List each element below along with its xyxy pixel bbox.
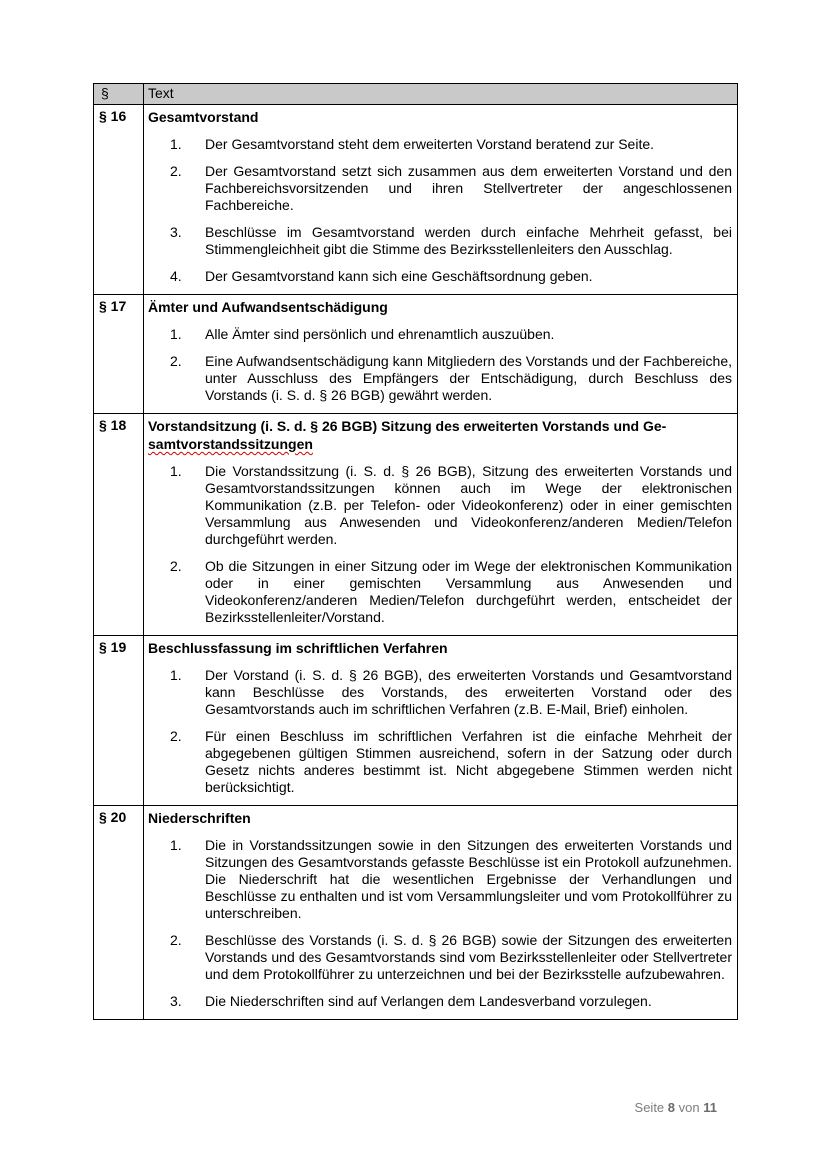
paragraph-number: § 18 (94, 414, 144, 636)
table-row-section-18 (94, 414, 738, 636)
list-item (148, 463, 732, 548)
paragraph-content (144, 105, 738, 295)
paragraph-content (144, 414, 738, 636)
list-item (148, 268, 732, 285)
list-item-text: Der Gesamtvorstand kann sich eine Geschäftsordnung geben. (205, 268, 593, 284)
section-title-line1: Vorstandsitzung (i. S. d. § 26 BGB) Sitzung des erweiterten Vorstands und Ge- (148, 418, 667, 434)
list-item-number: 3. (170, 993, 182, 1009)
list-item (148, 558, 732, 626)
paragraph-number: § 16 (94, 105, 144, 295)
list-item-text: Für einen Beschluss im schriftlichen Verfahren ist die einfache Mehrheit der abgegebenen gültigen Stimmen ausreichend, sofern in der Satzung oder durch Gesetz nichts anderes bestimmt ist. Nicht abgegebene Stimmen werden nicht berücksichtigt. (205, 728, 732, 795)
list-item-text: Alle Ämter sind persönlich und ehrenamtlich auszuüben. (205, 326, 555, 342)
footer-page-number: 8 (667, 1100, 676, 1115)
list-item (148, 932, 732, 983)
list-item-number: 1. (170, 667, 182, 683)
table-row-section-20 (94, 806, 738, 1020)
list-item-text: Die in Vorstandssitzungen sowie in den Sitzungen des erweiterten Vorstands und Sitzungen des Gesamtvorstands gefasste Beschlüsse ist ein Protokoll aufzunehmen. Die Niederschrift hat die wesentlichen Ergebnisse der Verhandlungen und Beschlüsse zu enthalten und ist vom Versammlungsleiter und vom Protokollführer zu unterschreiben. (205, 837, 732, 921)
list-item-number: 2. (170, 558, 182, 574)
section-title: Ämter und Aufwandsentschädigung (148, 299, 388, 315)
list-item-text: Der Gesamtvorstand steht dem erweiterten Vorstand beratend zur Seite. (205, 136, 655, 152)
statute-table (93, 83, 738, 1020)
list-item (148, 667, 732, 718)
list-item-text: Die Vorstandssitzung (i. S. d. § 26 BGB), Sitzung des erweiterten Vorstands und Gesamtvorstandssitzungen können auch im Wege der elektronischen Kommunikation (z.B. per Telefon- oder Videokonferenz) oder in einer gemischten Versammlung aus Anwesenden und Videokonferenz/anderen Medien/Telefon durchgeführt werden. (205, 463, 732, 547)
table-row-section-17 (94, 295, 738, 414)
list-item (148, 326, 732, 343)
section-title-line2-spellcheck: samtvorstandssitzungen (148, 436, 313, 452)
footer-total-pages: 11 (703, 1100, 717, 1115)
list-item (148, 224, 732, 258)
list-item-number: 1. (170, 837, 182, 853)
paragraph-number: § 17 (94, 295, 144, 414)
list-item-text: Ob die Sitzungen in einer Sitzung oder im Wege der elektronischen Kommunikation oder in einer gemischten Versammlung aus Anwesenden und Videokonferenz/anderen Medien/Telefon durchgeführt werden, entscheidet der Bezirksstellenleiter/Vorstand. (205, 558, 732, 625)
list-item-number: 1. (170, 463, 182, 479)
paragraph-content (144, 806, 738, 1020)
list-item (148, 163, 732, 214)
list-item (148, 353, 732, 404)
list-item (148, 136, 732, 153)
table-header-row (94, 84, 738, 105)
paragraph-number: § 20 (94, 806, 144, 1020)
table-row-section-19 (94, 636, 738, 806)
column-header-paragraph: § (94, 84, 144, 105)
list-item-number: 2. (170, 163, 182, 179)
column-header-text: Text (144, 84, 738, 105)
section-title: Niederschriften (148, 810, 251, 826)
list-item-text: Beschlüsse des Vorstands (i. S. d. § 26 BGB) sowie der Sitzungen des erweiterten Vorstands und des Gesamtvorstands sind vom Bezirksstellenleiter oder Stellvertreter und dem Protokollführer zu unterzeichnen und bei der Bezirksstelle aufzubewahren. (205, 932, 732, 982)
list-item-number: 1. (170, 136, 182, 152)
list-item (148, 993, 732, 1010)
list-item-number: 4. (170, 268, 182, 284)
list-item-text: Die Niederschriften sind auf Verlangen dem Landesverband vorzulegen. (205, 993, 652, 1009)
section-title (148, 417, 732, 453)
list-item-text: Der Gesamtvorstand setzt sich zusammen aus dem erweiterten Vorstand und den Fachbereichsvorsitzenden und ihren Stellvertreter der angeschlossenen Fachbereiche. (205, 163, 732, 213)
list-item-text: Der Vorstand (i. S. d. § 26 BGB), des erweiterten Vorstands und Gesamtvorstand kann Beschlüsse des Vorstands, des erweiterten Vorstand oder des Gesamtvorstands auch im schriftlichen Verfahren (z.B. E-Mail, Brief) einholen. (205, 667, 732, 717)
paragraph-number: § 19 (94, 636, 144, 806)
footer-label-von: von (678, 1100, 700, 1115)
table-row-section-16 (94, 105, 738, 295)
list-item-text: Eine Aufwandsentschädigung kann Mitgliedern des Vorstands und der Fachbereiche, unter Ausschluss des Empfängers der Entschädigung, durch Beschluss des Vorstands (i. S. d. § 26 BGB) gewährt werden. (205, 353, 732, 403)
list-item-number: 2. (170, 728, 182, 744)
list-item-number: 3. (170, 224, 182, 240)
paragraph-content (144, 636, 738, 806)
paragraph-content (144, 295, 738, 414)
page-footer (635, 1100, 717, 1116)
list-item-number: 2. (170, 932, 182, 948)
list-item (148, 837, 732, 922)
list-item-number: 1. (170, 326, 182, 342)
list-item (148, 728, 732, 796)
section-title: Beschlussfassung im schriftlichen Verfahren (148, 640, 448, 656)
list-item-number: 2. (170, 353, 182, 369)
footer-label-seite: Seite (634, 1100, 665, 1115)
list-item-text: Beschlüsse im Gesamtvorstand werden durch einfache Mehrheit gefasst, bei Stimmengleichheit gibt die Stimme des Bezirksstellenleiters den Ausschlag. (205, 224, 732, 257)
section-title: Gesamtvorstand (148, 109, 259, 125)
